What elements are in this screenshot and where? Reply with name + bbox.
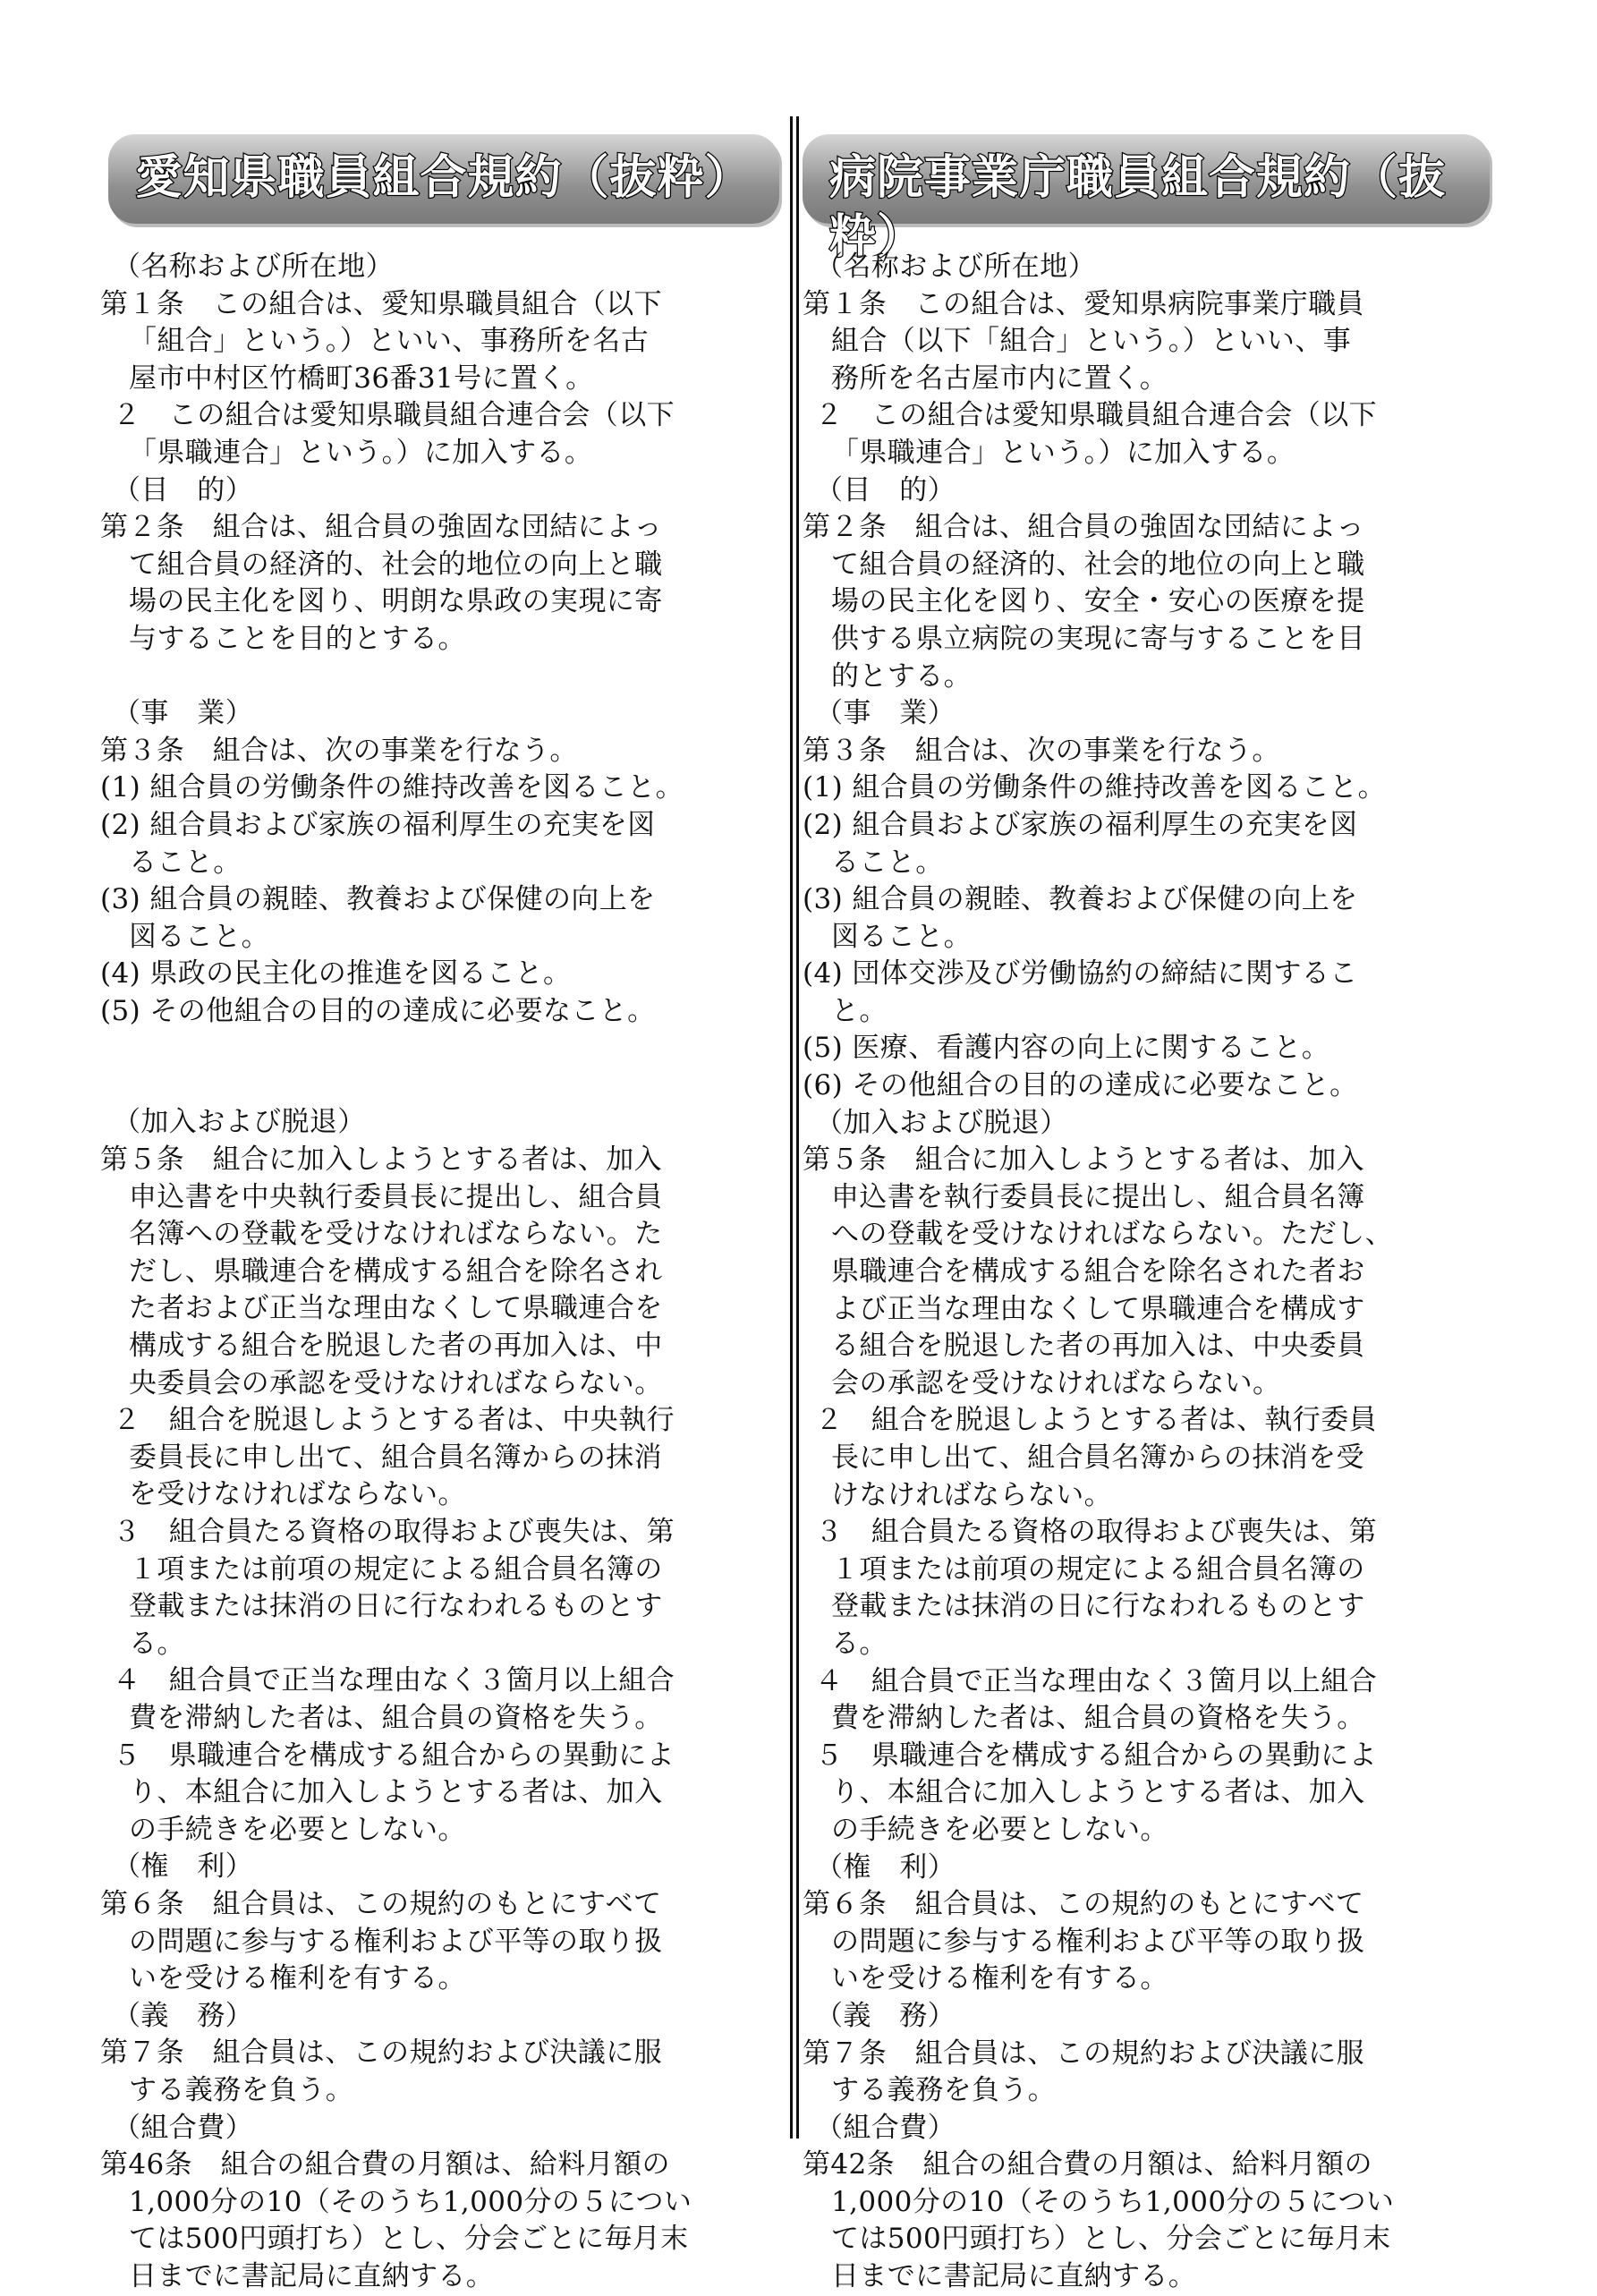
continuation-line: る。	[831, 1627, 888, 1660]
article-line: 第７条 組合員は、この規約および決議に服	[100, 2037, 662, 2070]
left-column-prefectural-union-rules	[100, 134, 787, 2295]
continuation-line: 日までに書記局に直納する。	[129, 2259, 495, 2292]
section-heading: （組合費）	[815, 2111, 956, 2144]
continuation-line: 名簿への登載を受けなければならない。た	[129, 1218, 663, 1251]
section-heading: （事 業）	[815, 697, 956, 730]
article-line: 第46条 組合の組合費の月額は、給料月額の	[100, 2148, 670, 2181]
continuation-line: の手続きを必要としない。	[831, 1813, 1168, 1846]
article-line: 第３条 組合は、次の事業を行なう。	[803, 734, 1280, 767]
continuation-line: 場の民主化を図り、安全・安心の医療を提	[831, 585, 1365, 618]
continuation-line: と。	[831, 994, 888, 1027]
continuation-line: 費を滞納した者は、組合員の資格を失う。	[129, 1701, 663, 1734]
spacer	[100, 659, 787, 696]
paragraph-line: ２ この組合は愛知県職員組合連合会（以下	[815, 399, 1377, 432]
continuation-line: ること。	[831, 846, 944, 879]
article-line: 第６条 組合員は、この規約のもとにすべて	[803, 1888, 1364, 1921]
list-item: (5) その他組合の目的の達成に必要なこと。	[100, 994, 656, 1027]
list-item: (3) 組合員の親睦、教養および保健の向上を	[803, 883, 1358, 916]
continuation-line: 図ること。	[831, 920, 972, 953]
section-heading: （名称および所在地）	[113, 251, 394, 283]
continuation-line: だし、県職連合を構成する組合を除名され	[129, 1254, 663, 1288]
continuation-line: 構成する組合を脱退した者の再加入は、中	[129, 1330, 663, 1363]
continuation-line: いを受ける権利を有する。	[831, 1962, 1168, 1995]
continuation-line: ること。	[129, 846, 242, 879]
continuation-line: 1,000分の10（そのうち1,000分の５につい	[129, 2185, 692, 2218]
continuation-line: る組合を脱退した者の再加入は、中央委員	[831, 1330, 1365, 1363]
article-line: 第２条 組合は、組合員の強固な団結によっ	[803, 511, 1364, 544]
continuation-line: 「県職連合」という。）に加入する。	[129, 436, 593, 469]
list-item: (5) 医療、看護内容の向上に関すること。	[803, 1032, 1330, 1065]
list-item: (1) 組合員の労働条件の維持改善を図ること。	[100, 771, 684, 804]
article-line: 第７条 組合員は、この規約および決議に服	[803, 2037, 1364, 2070]
column-divider	[790, 116, 799, 2139]
continuation-line: １項または前項の規定による組合員名簿の	[129, 1552, 663, 1586]
left-title-banner: 愛知県職員組合規約（抜粋）	[108, 134, 778, 224]
continuation-line: 申込書を執行委員長に提出し、組合員名簿	[831, 1180, 1365, 1213]
continuation-line: を受けなければならない。	[129, 1478, 466, 1511]
section-heading: （加入および脱退）	[815, 1106, 1068, 1139]
article-line: 第６条 組合員は、この規約のもとにすべて	[100, 1887, 662, 1920]
continuation-line: 登載または抹消の日に行なわれるものとす	[831, 1590, 1365, 1623]
section-heading: （目 的）	[113, 473, 253, 506]
paragraph-line: ２ 組合を脱退しようとする者は、中央執行	[113, 1404, 675, 1437]
continuation-line: の手続きを必要としない。	[129, 1813, 466, 1846]
continuation-line: 央委員会の承認を受けなければならない。	[129, 1366, 663, 1399]
left-column-text	[100, 249, 787, 2295]
section-heading: （義 務）	[113, 1999, 253, 2032]
continuation-line: り、本組合に加入しようとする者は、加入	[129, 1776, 663, 1809]
list-item: (2) 組合員および家族の福利厚生の充実を図	[100, 808, 656, 841]
continuation-line: の問題に参与する権利および平等の取り扱	[831, 1925, 1365, 1958]
continuation-line: 会の承認を受けなければならない。	[831, 1366, 1281, 1399]
continuation-line: り、本組合に加入しようとする者は、加入	[831, 1776, 1365, 1809]
continuation-line: 供する県立病院の実現に寄与することを目	[831, 622, 1365, 655]
continuation-line: 1,000分の10（そのうち1,000分の５につい	[831, 2185, 1395, 2218]
paragraph-line: ５ 県職連合を構成する組合からの異動によ	[113, 1739, 675, 1772]
continuation-line: 委員長に申し出て、組合員名簿からの抹消	[129, 1441, 662, 1474]
continuation-line: 申込書を中央執行委員長に提出し、組合員	[129, 1180, 663, 1213]
paragraph-line: ４ 組合員で正当な理由なく３箇月以上組合	[113, 1664, 675, 1697]
continuation-line: て組合員の経済的、社会的地位の向上と職	[831, 548, 1365, 581]
continuation-line: る。	[129, 1627, 185, 1660]
section-heading: （事 業）	[113, 697, 253, 730]
paragraph-line: ５ 県職連合を構成する組合からの異動によ	[815, 1739, 1377, 1772]
continuation-line: への登載を受けなければならない。ただし、	[831, 1218, 1393, 1251]
list-item: (6) その他組合の目的の達成に必要なこと。	[803, 1069, 1358, 1102]
continuation-line: 的とする。	[831, 659, 972, 693]
article-line: 第５条 組合に加入しようとする者は、加入	[100, 1144, 662, 1177]
continuation-line: する義務を負う。	[831, 2074, 1057, 2107]
continuation-line: ては500円頭打ち）とし、分会ごとに毎月末	[831, 2223, 1391, 2256]
right-title-banner: 病院事業庁職員組合規約（抜粋）	[803, 134, 1490, 224]
continuation-line: 与することを目的とする。	[129, 622, 466, 655]
continuation-line: 屋市中村区竹橋町36番31号に置く。	[129, 361, 594, 395]
right-column-text	[803, 249, 1490, 2296]
paragraph-line: ３ 組合員たる資格の取得および喪失は、第	[815, 1516, 1377, 1549]
continuation-line: 費を滞納した者は、組合員の資格を失う。	[831, 1702, 1365, 1735]
section-heading: （名称および所在地）	[815, 251, 1096, 283]
list-item: (1) 組合員の労働条件の維持改善を図ること。	[803, 771, 1386, 804]
continuation-line: する義務を負う。	[129, 2073, 354, 2106]
section-heading: （権 利）	[113, 1850, 253, 1884]
continuation-line: 場の民主化を図り、明朗な県政の実現に寄	[129, 585, 663, 618]
paragraph-line: ２ 組合を脱退しようとする者は、執行委員	[815, 1404, 1377, 1437]
continuation-line: 県職連合を構成する組合を除名された者お	[831, 1255, 1365, 1288]
continuation-line: １項または前項の規定による組合員名簿の	[831, 1552, 1365, 1586]
continuation-line: 登載または抹消の日に行なわれるものとす	[129, 1590, 663, 1623]
article-line: 第42条 組合の組合費の月額は、給料月額の	[803, 2148, 1372, 2181]
article-line: 第１条 この組合は、愛知県病院事業庁職員	[803, 287, 1364, 320]
section-heading: （権 利）	[815, 1850, 956, 1884]
continuation-line: 長に申し出て、組合員名簿からの抹消を受	[831, 1441, 1364, 1474]
spacer	[100, 1030, 787, 1104]
continuation-line: た者および正当な理由なくして県職連合を	[129, 1292, 663, 1325]
section-heading: （加入および脱退）	[113, 1106, 366, 1139]
section-heading: （目 的）	[815, 473, 956, 506]
paragraph-line: ２ この組合は愛知県職員組合連合会（以下	[113, 399, 675, 432]
continuation-line: よび正当な理由なくして県職連合を構成す	[831, 1292, 1365, 1325]
continuation-line: 「組合」という。）といい、事務所を名古	[129, 325, 650, 358]
continuation-line: の問題に参与する権利および平等の取り扱	[129, 1925, 663, 1958]
article-line: 第５条 組合に加入しようとする者は、加入	[803, 1144, 1364, 1177]
continuation-line: て組合員の経済的、社会的地位の向上と職	[129, 548, 663, 581]
continuation-line: 図ること。	[129, 920, 269, 953]
continuation-line: 日までに書記局に直納する。	[831, 2260, 1197, 2293]
paragraph-line: ４ 組合員で正当な理由なく３箇月以上組合	[815, 1664, 1377, 1697]
continuation-line: 「県職連合」という。）に加入する。	[831, 436, 1295, 469]
article-line: 第３条 組合は、次の事業を行なう。	[100, 734, 578, 767]
list-item: (4) 団体交渉及び労働協約の締結に関するこ	[803, 957, 1358, 991]
right-column-hospital-union-rules	[803, 134, 1490, 2296]
section-heading: （組合費）	[113, 2111, 253, 2144]
section-heading: （義 務）	[815, 1999, 956, 2032]
paragraph-line: ３ 組合員たる資格の取得および喪失は、第	[113, 1516, 675, 1548]
continuation-line: けなければならない。	[831, 1478, 1112, 1511]
list-item: (3) 組合員の親睦、教養および保健の向上を	[100, 883, 656, 916]
continuation-line: 務所を名古屋市内に置く。	[831, 361, 1168, 395]
list-item: (4) 県政の民主化の推進を図ること。	[100, 957, 572, 991]
continuation-line: 組合（以下「組合」という。）といい、事	[831, 325, 1352, 358]
continuation-line: いを受ける権利を有する。	[129, 1962, 466, 1995]
list-item: (2) 組合員および家族の福利厚生の充実を図	[803, 808, 1358, 841]
article-line: 第２条 組合は、組合員の強固な団結によっ	[100, 511, 662, 544]
article-line: 第１条 この組合は、愛知県職員組合（以下	[100, 287, 662, 320]
continuation-line: ては500円頭打ち）とし、分会ごとに毎月末	[129, 2223, 689, 2256]
